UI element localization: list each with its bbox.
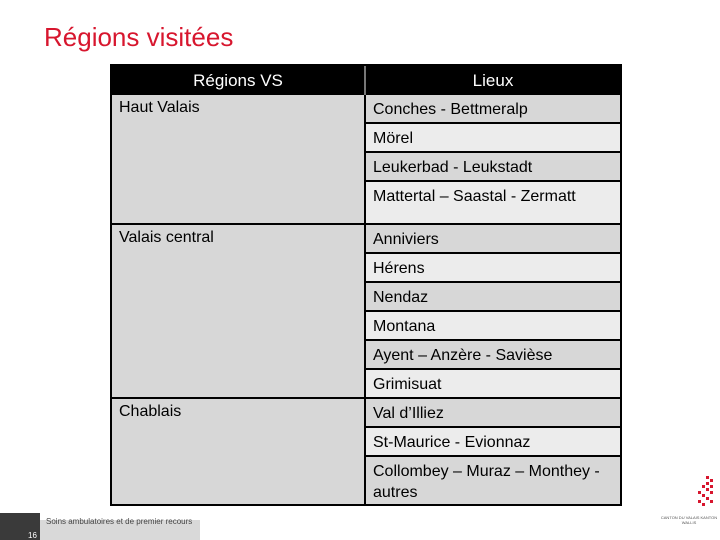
place-cell: Val d’Illiez <box>366 399 620 426</box>
logo-text: CANTON DU VALAIS KANTON WALLIS <box>660 515 718 525</box>
place-cell: Nendaz <box>366 283 620 310</box>
place-cell: Conches - Bettmeralp <box>366 95 620 122</box>
region-label: Chablais <box>119 403 182 420</box>
place-cell: Ayent – Anzère - Savièse <box>366 341 620 368</box>
page-number: 16 <box>28 531 37 540</box>
region-label: Valais central <box>119 229 214 246</box>
place-cell: Leukerbad - Leukstadt <box>366 153 620 180</box>
region-cell-valais-central <box>112 225 364 397</box>
canton-logo-icon <box>694 470 716 510</box>
place-cell: Anniviers <box>366 225 620 252</box>
place-cell: Montana <box>366 312 620 339</box>
place-cell: Collombey – Muraz – Monthey - autres <box>366 457 620 504</box>
region-cell-chablais <box>112 399 364 504</box>
place-cell: Mörel <box>366 124 620 151</box>
header-places: Lieux <box>472 70 514 90</box>
place-cell: St-Maurice - Evionnaz <box>366 428 620 455</box>
place-cell: Mattertal – Saastal - Zermatt <box>366 182 620 223</box>
page-title: Régions visitées <box>44 22 234 52</box>
regions-table <box>110 64 622 506</box>
header-region: Régions VS <box>193 70 283 90</box>
region-cell-haut-valais <box>112 95 364 223</box>
footer-text: Soins ambulatoires et de premier recours <box>46 517 193 526</box>
region-label: Haut Valais <box>119 99 200 116</box>
place-cell: Grimisuat <box>366 370 620 397</box>
place-cell: Hérens <box>366 254 620 281</box>
